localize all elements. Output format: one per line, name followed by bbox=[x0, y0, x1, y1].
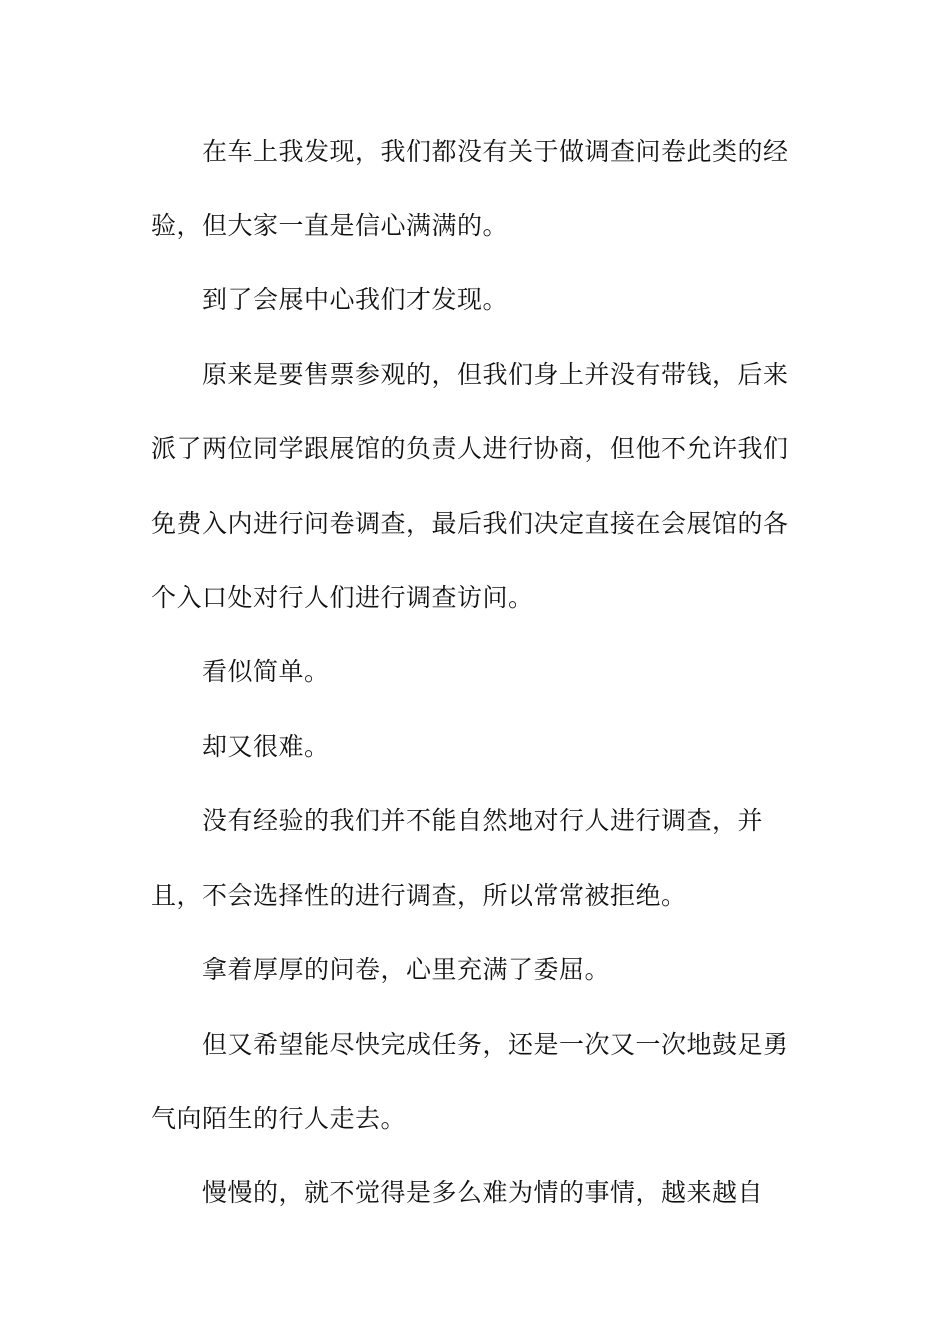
paragraph-line: 且，不会选择性的进行调查，所以常常被拒绝。 bbox=[151, 881, 687, 910]
paragraph-line: 原来是要售票参观的，但我们身上并没有带钱，后来 bbox=[202, 360, 789, 389]
paragraph-line: 派了两位同学跟展馆的负责人进行协商，但他不允许我们 bbox=[151, 434, 789, 463]
paragraph-line: 拿着厚厚的问卷，心里充满了委屈。 bbox=[202, 955, 611, 984]
paragraph-line: 但又希望能尽快完成任务，还是一次又一次地鼓足勇 bbox=[202, 1030, 789, 1059]
paragraph-line: 个入口处对行人们进行调查访问。 bbox=[151, 583, 534, 612]
paragraph-line: 看似简单。 bbox=[202, 657, 330, 686]
paragraph-line: 验，但大家一直是信心满满的。 bbox=[151, 211, 509, 240]
paragraph-line: 到了会展中心我们才发现。 bbox=[202, 285, 509, 314]
paragraph-line: 在车上我发现，我们都没有关于做调查问卷此类的经 bbox=[202, 137, 789, 166]
paragraph-line: 没有经验的我们并不能自然地对行人进行调查，并 bbox=[202, 806, 764, 835]
paragraph-line: 免费入内进行问卷调查，最后我们决定直接在会展馆的各 bbox=[151, 509, 789, 538]
paragraph-line: 气向陌生的行人走去。 bbox=[151, 1104, 407, 1133]
paragraph-line: 慢慢的，就不觉得是多么难为情的事情，越来越自 bbox=[202, 1178, 764, 1207]
paragraph-line: 却又很难。 bbox=[202, 732, 330, 761]
